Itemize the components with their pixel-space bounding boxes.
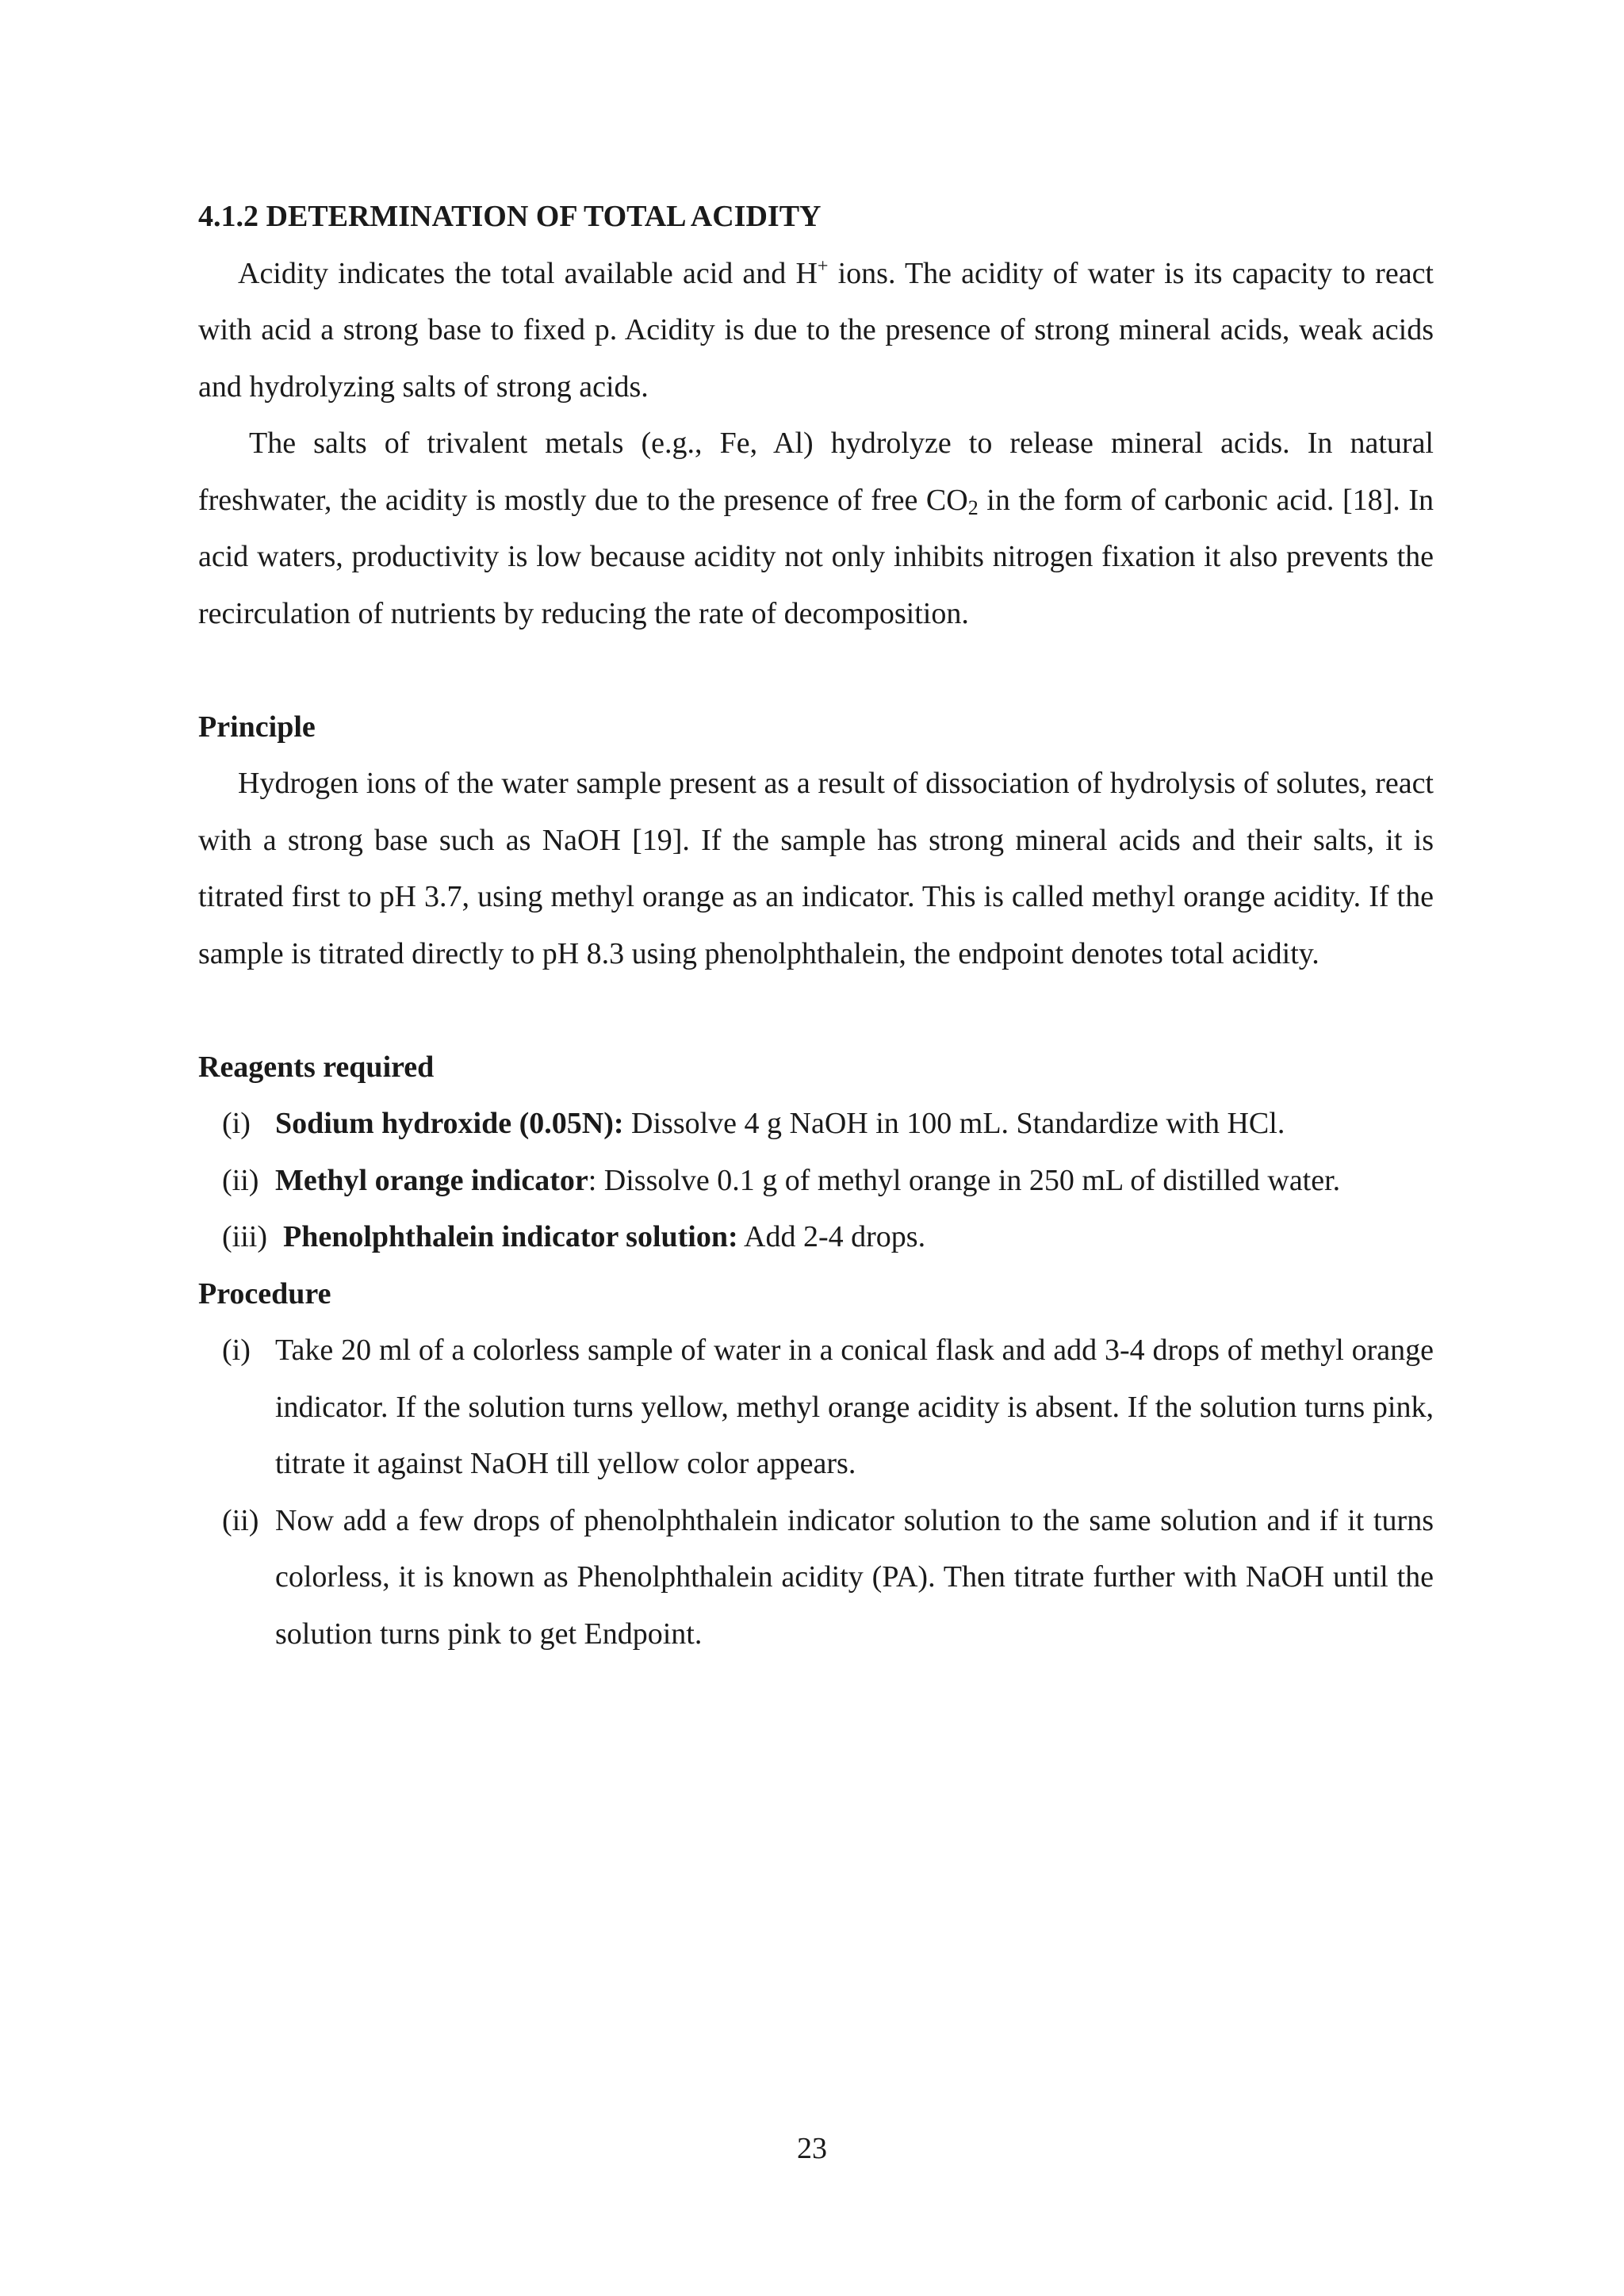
reagent-item-sodium-hydroxide bbox=[198, 1096, 1434, 1153]
reagents-list bbox=[198, 1096, 1434, 1266]
spacer bbox=[198, 642, 1434, 699]
intro-paragraph-1 bbox=[198, 246, 1434, 416]
reagents-heading: Reagents required bbox=[198, 1050, 435, 1084]
intro-p2-text-a: The salts of trivalent metals (e.g., Fe, Al) hydrolyze to release mineral acids. In natural freshwater, the acidity is mostly due to the presence of free CO bbox=[198, 427, 1434, 517]
intro-p1-text-b: ions. The acidity of water is its capacity to react with acid a strong base to fixed p. Acidity is due to the presence of strong mineral acids, weak acids and hydrolyzing salts of strong acids. bbox=[198, 256, 1434, 404]
reagent-item-phenolphthalein bbox=[198, 1209, 1434, 1266]
intro-paragraph-2 bbox=[198, 415, 1434, 642]
co2-subscript: 2 bbox=[967, 496, 979, 519]
procedure-step-2 bbox=[198, 1493, 1434, 1663]
list-marker: (iii) bbox=[222, 1220, 267, 1253]
intro-p2-text-b: in the form of carbonic acid. [18]. In acid waters, productivity is low because acidity not only inhibits nitrogen fixation it also prevents the recirculation of nutrients by reducing the rate of decomposition. bbox=[198, 483, 1434, 630]
reagent-text: Add 2-4 drops. bbox=[737, 1220, 926, 1253]
procedure-step-text: Take 20 ml of a colorless sample of water in a conical flask and add 3-4 drops of methyl orange indicator. If the solution turns yellow, methyl orange acidity is absent. If the solution turns pink, titrate it against NaOH till yellow color appears. bbox=[275, 1334, 1434, 1480]
list-marker: (ii) bbox=[222, 1163, 259, 1197]
procedure-list bbox=[198, 1322, 1434, 1663]
list-marker: (i) bbox=[222, 1107, 251, 1140]
reagent-name: Methyl orange indicator bbox=[275, 1163, 588, 1197]
reagent-item-methyl-orange bbox=[198, 1153, 1434, 1210]
reagent-name: Sodium hydroxide (0.05N): bbox=[275, 1107, 624, 1140]
list-marker: (i) bbox=[222, 1334, 251, 1367]
document-page bbox=[198, 189, 1434, 1663]
section-title: 4.1.2 DETERMINATION OF TOTAL ACIDITY bbox=[198, 200, 822, 233]
procedure-step-1 bbox=[198, 1322, 1434, 1493]
reagent-name: Phenolphthalein indicator solution: bbox=[283, 1220, 738, 1253]
reagent-text: : Dissolve 0.1 g of methyl orange in 250 mL of distilled water. bbox=[588, 1163, 1341, 1197]
intro-p1-text-a: Acidity indicates the total available acid and H bbox=[238, 256, 818, 290]
procedure-heading: Procedure bbox=[198, 1276, 331, 1311]
procedure-step-text: Now add a few drops of phenolphthalein indicator solution to the same solution and if it turns colorless, it is known as Phenolphthalein acidity (PA). Then titrate further with NaOH until the solution turns pink to get Endpoint. bbox=[275, 1503, 1434, 1651]
reagent-text: Dissolve 4 g NaOH in 100 mL. Standardize with HCl. bbox=[623, 1107, 1285, 1140]
page-number: 23 bbox=[797, 2132, 827, 2165]
principle-heading: Principle bbox=[198, 710, 316, 744]
hydrogen-ion-superscript: + bbox=[817, 255, 829, 277]
spacer bbox=[198, 982, 1434, 1039]
list-marker: (ii) bbox=[222, 1503, 259, 1537]
principle-paragraph: Hydrogen ions of the water sample present as a result of dissociation of hydrolysis of solutes, react with a strong base such as NaOH [19]. If the sample has strong mineral acids and their salts, it is titrated first to pH 3.7, using methyl orange as an indicator. This is called methyl orange acidity. If the sample is titrated directly to pH 8.3 using phenolphthalein, the endpoint denotes total acidity. bbox=[198, 767, 1434, 970]
